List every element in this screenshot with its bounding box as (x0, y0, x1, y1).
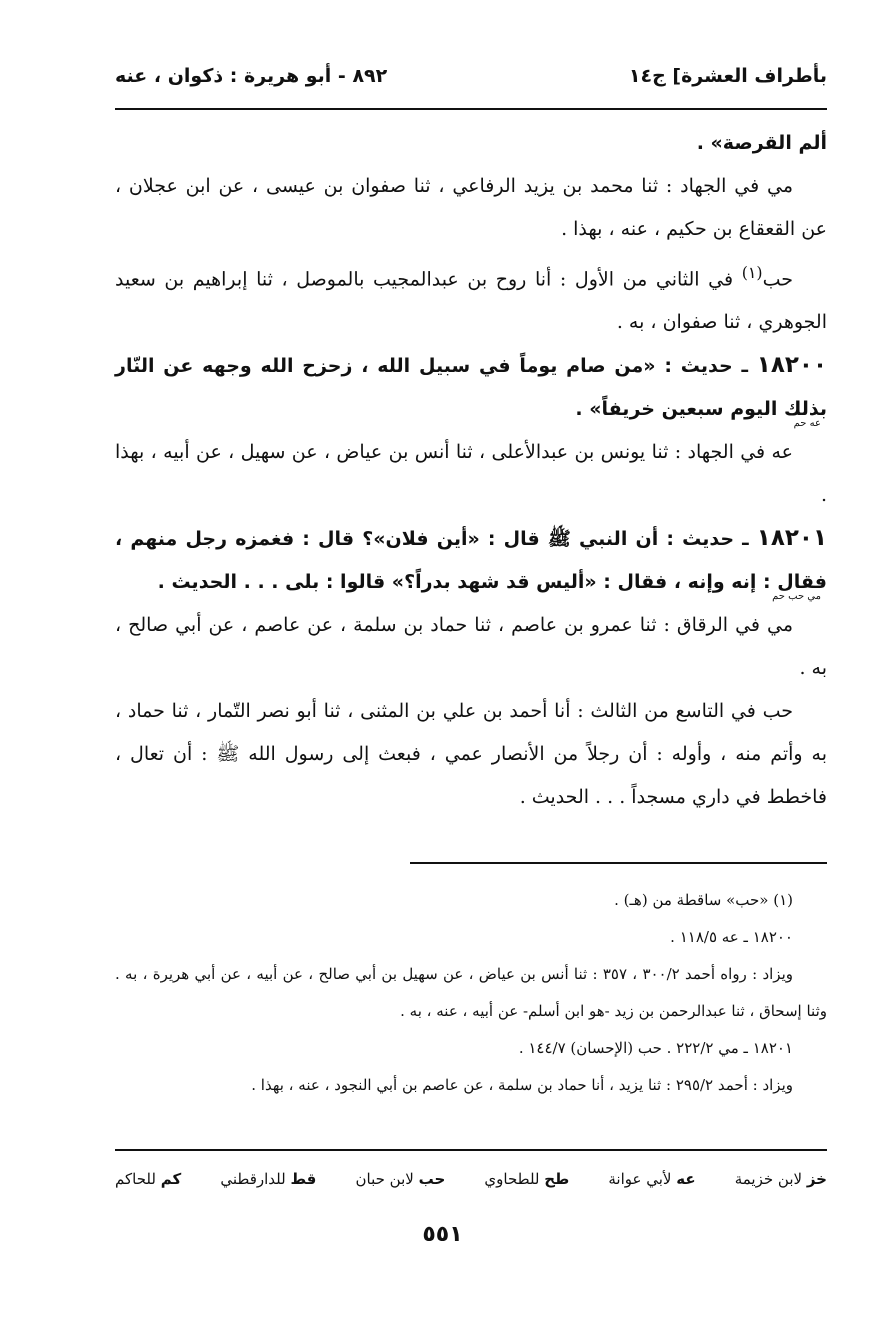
header-book-title: بأطراف العشرة] ج١٤ (628, 65, 827, 87)
paragraph: مي في الرقاق : ثنا عمرو بن عاصم ، ثنا حماد بن سلمة ، عن عاصم ، عن أبي صالح ، به . (115, 614, 827, 680)
footnote-ref: (١) (741, 263, 763, 282)
footnote: ١٨٢٠١ ـ مي ٢٢٢/٢ . حب (الإحسان) ١٤٤/٧ . (518, 1039, 793, 1057)
footnote: ١٨٢٠٠ ـ عه ١١٨/٥ . (670, 928, 793, 946)
legend-item: طح للطحاوي (484, 1170, 570, 1188)
footnote: (١) «حب» ساقطة من (هـ) . (614, 891, 793, 909)
hadith-number: ١٨٢٠١ (756, 525, 827, 552)
legend-item: عه لأبي عوانة (608, 1170, 696, 1188)
paragraph: مي في الجهاد : ثنا محمد بن يزيد الرفاعي ، ثنا صفوان بن عيسى ، عن ابن عجلان ، عن القعقاع بن حكيم ، عنه ، بهذا . (115, 175, 827, 240)
footnote: ويزاد : رواه أحمد ٣٠٠/٢ ، ٣٥٧ : ثنا أنس بن عياض ، عن سهيل بن أبي صالح ، عن أبيه ، عن أبي هريرة ، به . وثنا إسحاق ، ثنا عبدالرحمن بن زيد -هو ابن أسلم- عن أبيه ، عنه ، به . (115, 965, 827, 1020)
footnote-divider (410, 862, 827, 864)
footnotes (115, 882, 827, 1104)
header-divider (115, 108, 827, 110)
hadith-text: ـ حديث : «من صام يوماً في سبيل الله ، زحزح الله وجهه عن النّار بذلك اليوم سبعين خريفاً» . (115, 355, 827, 421)
hadith-text: ـ حديث : أن النبي ﷺ قال : «أين فلان»؟ قال : فغمزه رجل منهم ، فقال : إنه وإنه ، فقال : «أليس قد شهد بدراً؟» قالوا : بلى . . . الحديث . (115, 528, 827, 594)
hadith-number: ١٨٢٠٠ (756, 352, 827, 379)
legend-item: خز لابن خزيمة (734, 1170, 827, 1188)
header-section: ٨٩٢ - أبو هريرة : ذكوان ، عنه (115, 65, 388, 87)
legend-divider (115, 1149, 827, 1151)
footnote: ويزاد : أحمد ٢٩٥/٢ : ثنا يزيد ، أنا حماد بن سلمة ، عن عاصم بن أبي النجود ، عنه ، بهذا . (251, 1076, 793, 1094)
paragraph (115, 251, 827, 344)
paragraph: عه في الجهاد : ثنا يونس بن عبدالأعلى ، ثنا أنس بن عياض ، عن سهيل ، عن أبيه ، بهذا . (115, 441, 827, 507)
paragraph: ألم القرصة» . (696, 132, 827, 154)
hadith-entry (115, 517, 827, 604)
page-number: ٥٥١ (422, 1222, 463, 1247)
paragraph: حب في التاسع من الثالث : أنا أحمد بن علي بن المثنى ، ثنا أبو نصر التّمار ، ثنا حماد ، به وأتم منه ، وأوله : أن رجلاً من الأنصار عمي ، فبعث إلى رسول الله ﷺ : أن تعال ، فاخطط في داري مسجداً . . . الحديث . (115, 700, 827, 809)
abbreviation-legend (115, 1162, 827, 1196)
main-text: ألم القرصة» . مي في الجهاد : ثنا محمد بن يزيد الرفاعي ، ثنا صفوان بن عيسى ، عن ابن عجلان ، عن القعقاع بن حكيم ، عنه ، بهذا . حب$^{(١)}$ في الثاني من الأول : أنا روح بن عبدالمجيب بالموصل ، ثنا إبراهيم بن سعيد الجوهري ، ثنا صفوان ، به . ١٨٢٠٠ ـ حديث : «من صام يوماً في سبيل الله ، زحزح الله وجهه عن النّار بذلك اليوم سبعين خريفاً» . عه حم عه في الجهاد : ثنا يونس بن عبدالأعلى ، ثنا أنس بن عياض ، عن سهيل ، عن أبيه ، بهذا . ١٨٢٠١ ـ حديث : أن النبي ﷺ قال : «أين فلان»؟ قال : فغمزه رجل منهم ، فقال : إنه وإنه ، فقال : «أليس قد شهد بدراً؟» قالوا : بلى . . . الحديث . مي حب حم مي في الرقاق : ثنا عمرو بن عاصم ، ثنا حماد بن سلمة ، عن عاصم ، عن أبي صالح ، به . حب في التاسع من الثالث : أنا أحمد بن علي بن المثنى ، ثنا أبو نصر التّمار ، ثنا حماد ، به وأتم منه ، وأوله : أن رجلاً من الأنصار عمي ، فبعث إلى رسول الله ﷺ : أن تعال ، فاخطط في داري مسجداً . . . الحديث . (115, 122, 827, 819)
source-abbr: حب (762, 268, 793, 291)
paragraph-text: في الثاني من الأول : أنا روح بن عبدالمجيب بالموصل ، ثنا إبراهيم بن سعيد الجوهري ، ثنا صفوان ، به . (115, 268, 827, 334)
running-header (115, 52, 827, 100)
legend-item: كم للحاكم (115, 1170, 182, 1188)
hadith-entry (115, 344, 827, 431)
legend-item: قط للدارقطني (220, 1170, 317, 1188)
legend-item: حب لابن حبان (355, 1170, 446, 1188)
